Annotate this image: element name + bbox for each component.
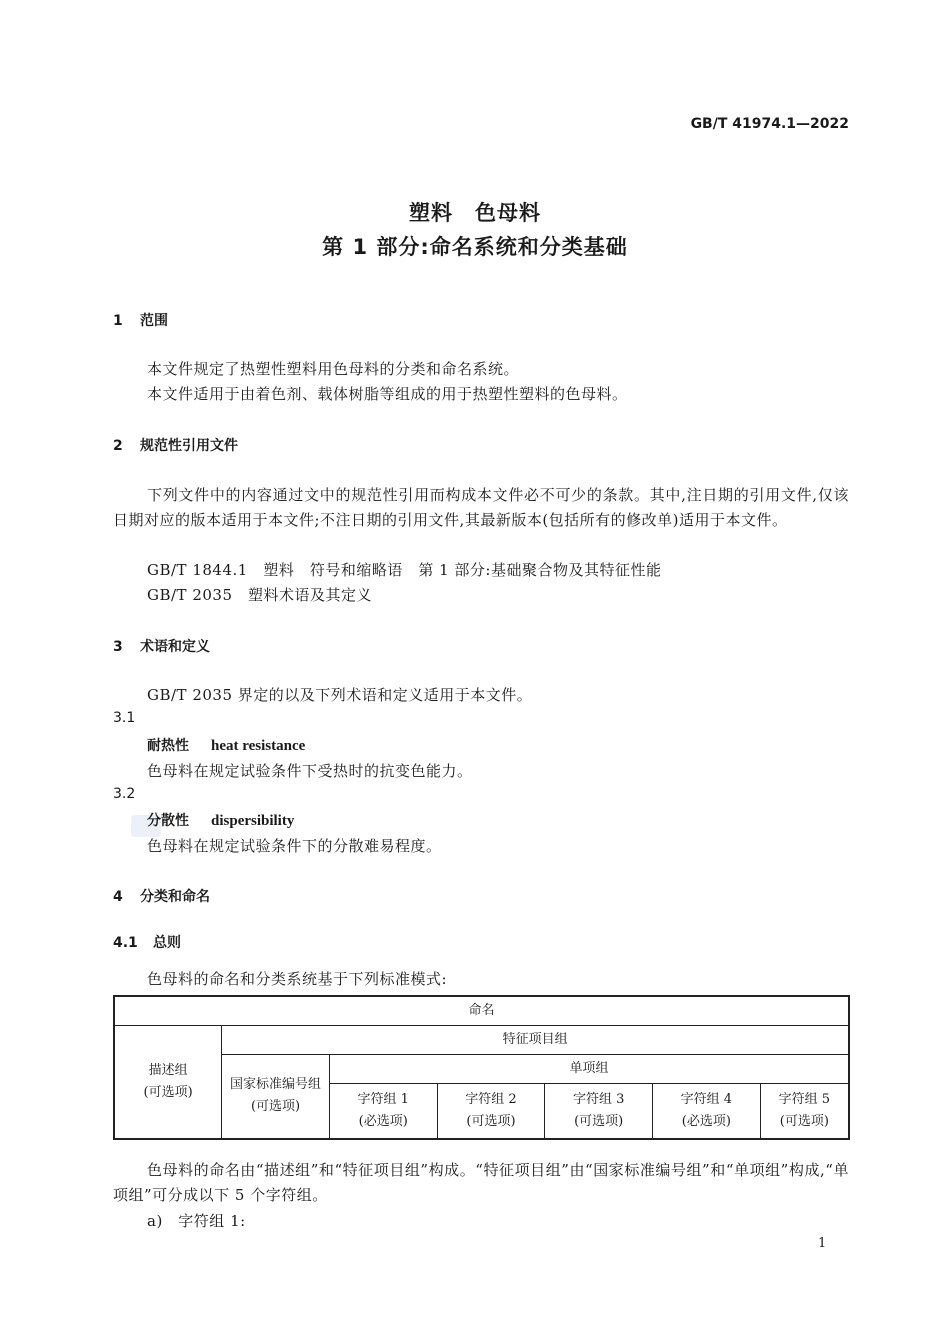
section-1-heading [113,310,168,330]
section-number: 2 [113,438,123,454]
term-zh: 分散性 [147,813,189,829]
paragraph: 下列文件中的内容通过文中的规范性引用而构成本文件必不可少的条款。其中,注日期的引用文件,仅该日期对应的版本适用于本文件;不注日期的引用文件,其最新版本(包括所有的修改单)适用于本文件。 [113,486,849,529]
national-standard-group-optional: (可选项) [250,1099,301,1115]
section-4-heading [113,886,210,906]
term-en: dispersibility [211,813,295,829]
subsection-4-1-heading [113,932,181,952]
paragraph: 色母料的命名和分类系统基于下列标准模式: [147,970,448,988]
paragraph: 本文件适用于由着色剂、载体树脂等组成的用于热塑性塑料的色母料。 [147,385,628,403]
paragraph: 本文件规定了热塑性塑料用色母料的分类和命名系统。 [147,360,520,378]
term-heading [147,735,305,755]
char-group-label: 字符组 5 [778,1091,831,1107]
subsection-title: 总则 [153,935,181,951]
char-group-label: 字符组 1 [357,1091,409,1107]
char-group-label: 字符组 2 [465,1091,517,1107]
normative-reference: GB/T 2035 塑料术语及其定义 [147,586,373,604]
section-number: 1 [113,313,123,329]
document-title-line2: 第 1 部分:命名系统和分类基础 [322,235,628,259]
term-zh: 耐热性 [147,738,189,754]
normative-reference: GB/T 1844.1 塑料 符号和缩略语 第 1 部分:基础聚合物及其特征性能 [147,561,662,579]
document-title-line1: 塑料 色母料 [409,201,541,225]
term-number: 3.2 [113,786,136,802]
naming-header-cell: 命名 [114,996,849,1025]
char-group-label: 字符组 3 [572,1091,625,1107]
section-number: 4 [113,889,123,905]
section-number: 3 [113,639,123,655]
term-definition: 色母料在规定试验条件下受热时的抗变色能力。 [147,762,473,780]
description-group-optional: (可选项) [143,1084,193,1100]
section-title: 术语和定义 [140,639,210,655]
description-group-label: 描述组 [148,1062,188,1078]
char-group-optional: (可选项) [466,1113,516,1129]
section-title: 规范性引用文件 [140,438,238,454]
section-3-heading [113,636,210,656]
term-definition: 色母料在规定试验条件下的分散难易程度。 [147,837,442,855]
section-title: 分类和命名 [140,889,210,905]
term-heading [147,810,294,830]
national-standard-group-cell [222,1054,330,1139]
feature-group-cell: 特征项目组 [222,1025,849,1054]
subsection-number: 4.1 [113,935,138,951]
standard-number: GB/T 41974.1—2022 [690,116,849,132]
section-2-heading [113,435,238,455]
char-group-5-cell [760,1083,849,1139]
char-group-4-cell [653,1083,761,1139]
char-group-optional: (可选项) [574,1113,624,1129]
char-group-optional: (必选项) [358,1113,408,1129]
naming-model-table [113,995,850,1140]
char-group-optional: (可选项) [779,1113,829,1129]
char-group-optional: (必选项) [681,1113,731,1129]
list-item: a) 字符组 1: [147,1212,246,1230]
char-group-2-cell [437,1083,545,1139]
char-group-3-cell [545,1083,653,1139]
char-group-label: 字符组 4 [680,1091,733,1107]
paragraph: GB/T 2035 界定的以及下列术语和定义适用于本文件。 [147,686,533,704]
term-en: heat resistance [211,738,306,754]
paragraph: 色母料的命名由“描述组”和“特征项目组”构成。“特征项目组”由“国家标准编号组”和“单项组”构成,“单项组”可分成以下 5 个字符组。 [113,1161,849,1204]
national-standard-group-label: 国家标准编号组 [230,1077,322,1093]
section-title: 范围 [140,313,168,329]
term-number: 3.1 [113,710,136,726]
description-group-cell [114,1025,222,1139]
char-group-1-cell [329,1083,437,1139]
single-item-group-cell: 单项组 [329,1054,849,1083]
page-number: 1 [818,1236,827,1251]
